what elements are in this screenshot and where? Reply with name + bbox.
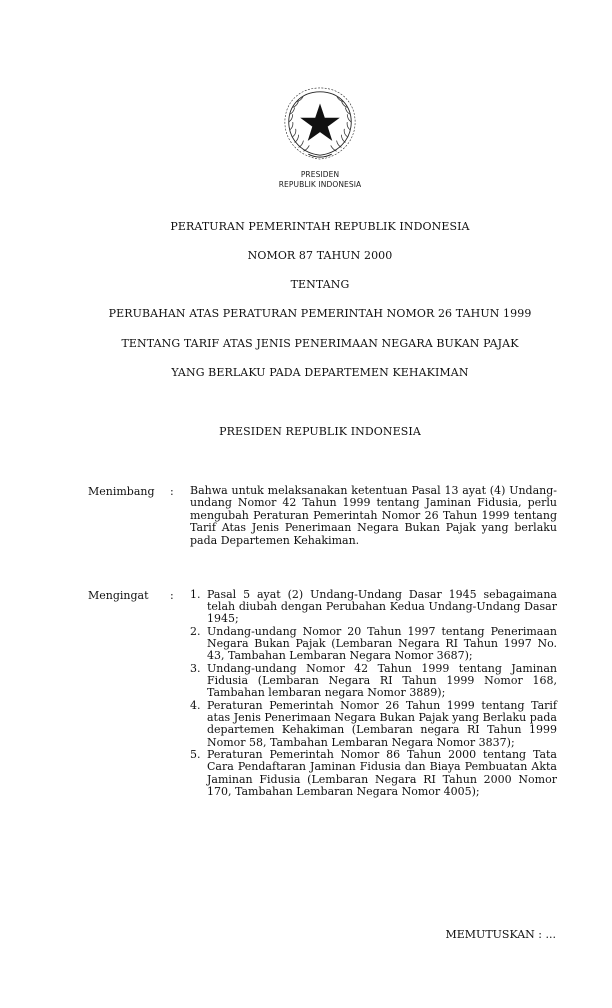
list-item-number: 2.	[190, 625, 201, 638]
mengingat-colon: :	[170, 589, 174, 602]
list-item	[190, 700, 557, 749]
menimbang-text: Bahwa untuk melaksanakan ketentuan Pasal 13 ayat (4) Undang-undang Nomor 42 Tahun 1999 tentang Jaminan Fidusia, perlu mengubah Peraturan Pemerintah Nomor 26 Tahun 1999 tentang Tarif Atas Jenis Penerimaan Negara Bukan Pajak yang berlaku pada Departemen Kehakiman.	[190, 484, 557, 547]
mengingat-label: Mengingat	[88, 589, 149, 602]
regulation-subject-line-3: YANG BERLAKU PADA DEPARTEMEN KEHAKIMAN	[171, 366, 469, 379]
list-item-text: Undang-undang Nomor 20 Tahun 1997 tentang Penerimaan Negara Bukan Pajak (Lembaran Negara RI Tahun 1997 No. 43, Tambahan Lembaran Negara Nomor 3687);	[207, 625, 557, 663]
list-item-number: 1.	[190, 588, 201, 601]
regulation-subject-line-2: TENTANG TARIF ATAS JENIS PENERIMAAN NEGARA BUKAN PAJAK	[121, 337, 519, 350]
mengingat-list	[190, 589, 557, 798]
menimbang-label: Menimbang	[88, 485, 155, 498]
garuda-star-emblem-icon	[281, 86, 359, 162]
list-item	[190, 749, 557, 798]
list-item-number: 3.	[190, 662, 201, 675]
list-item	[190, 626, 557, 663]
list-item-text: Undang-undang Nomor 42 Tahun 1999 tentang Jaminan Fidusia (Lembaran Negara RI Tahun 1999 Nomor 168, Tambahan lembaran negara Nomor 3889);	[207, 662, 557, 700]
page-continuation: MEMUTUSKAN : ...	[445, 928, 556, 941]
regulation-type-title: PERATURAN PEMERINTAH REPUBLIK INDONESIA	[170, 220, 470, 233]
list-item	[190, 663, 557, 700]
list-item-text: Peraturan Pemerintah Nomor 86 Tahun 2000 tentang Tata Cara Pendaftaran Jaminan Fidusia dan Biaya Pembuatan Akta Jaminan Fidusia (Lembaran Negara RI Tahun 2000 Nomor 170, Tambahan Lembaran Negara Nomor 4005);	[207, 748, 557, 798]
list-item	[190, 589, 557, 626]
issuer-heading: PRESIDEN REPUBLIK INDONESIA	[219, 425, 421, 438]
regulation-number: NOMOR 87 TAHUN 2000	[247, 249, 393, 262]
tentang-heading: TENTANG	[290, 278, 350, 291]
list-item-number: 5.	[190, 748, 201, 762]
list-item-text: Peraturan Pemerintah Nomor 26 Tahun 1999 tentang Tarif atas Jenis Penerimaan Negara Bukan Pajak yang Berlaku pada departemen Kehakiman (Lembaran negara RI Tahun 1999 Nomor 58, Tambahan Lembaran Negara Nomor 3837);	[207, 699, 557, 749]
list-item-text: Pasal 5 ayat (2) Undang-Undang Dasar 1945 sebagaimana telah diubah dengan Perubahan Kedua Undang-Undang Dasar 1945;	[207, 588, 557, 626]
regulation-subject-line-1: PERUBAHAN ATAS PERATURAN PEMERINTAH NOMOR 26 TAHUN 1999	[108, 307, 532, 320]
list-item-number: 4.	[190, 699, 201, 712]
emblem-caption-presiden: PRESIDEN	[300, 170, 340, 179]
emblem-caption-republik: REPUBLIK INDONESIA	[278, 180, 362, 189]
menimbang-colon: :	[170, 485, 174, 498]
